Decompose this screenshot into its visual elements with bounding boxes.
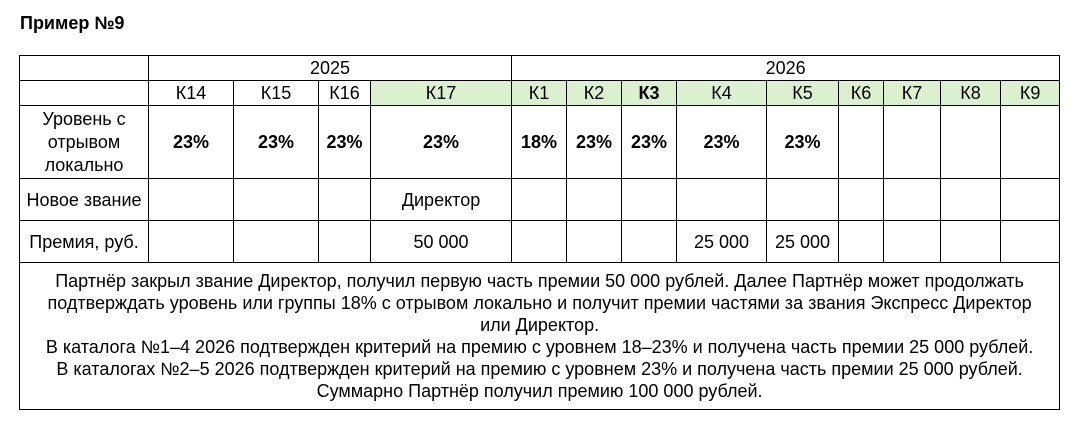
rank-value	[941, 179, 1001, 221]
note-line: Суммарно Партнёр получил премию 100 000 рублей.	[316, 381, 763, 401]
rank-value	[884, 179, 941, 221]
level-value	[1001, 106, 1060, 179]
level-value: 23%	[371, 106, 512, 179]
bonus-value: 25 000	[677, 221, 767, 263]
catalog-header-k8: К8	[941, 81, 1001, 106]
catalog-header-k4: К4	[677, 81, 767, 106]
bonus-value	[622, 221, 677, 263]
bonus-value	[512, 221, 567, 263]
level-value: 23%	[567, 106, 622, 179]
level-value: 23%	[234, 106, 319, 179]
catalog-header-k16: К16	[319, 81, 371, 106]
rank-row	[20, 179, 1060, 221]
level-value: 23%	[622, 106, 677, 179]
year-row	[20, 56, 1060, 81]
note-line: или Директор.	[480, 315, 600, 335]
note-line: В каталога №1–4 2026 подтвержден критерий на премию с уровнем 18–23% и получена часть премии 25 000 рублей.	[45, 337, 1034, 357]
rank-value	[839, 179, 884, 221]
bonus-row-label: Премия, руб.	[20, 221, 149, 263]
level-row	[20, 106, 1060, 179]
catalog-label-cell	[20, 81, 149, 106]
explanation-note	[20, 263, 1060, 410]
corner-cell	[20, 56, 149, 81]
bonus-table	[19, 55, 1060, 410]
level-value: 23%	[767, 106, 839, 179]
catalog-header-k6: К6	[839, 81, 884, 106]
catalog-header-k2: К2	[567, 81, 622, 106]
bonus-value	[234, 221, 319, 263]
rank-value	[567, 179, 622, 221]
catalog-row	[20, 81, 1060, 106]
catalog-header-k7: К7	[884, 81, 941, 106]
bonus-value	[149, 221, 234, 263]
level-value	[941, 106, 1001, 179]
bonus-value	[567, 221, 622, 263]
bonus-value	[1001, 221, 1060, 263]
rank-value	[622, 179, 677, 221]
bonus-row	[20, 221, 1060, 263]
note-line: В каталогах №2–5 2026 подтвержден критерий на премию с уровнем 23% и получена часть премии 25 000 рублей.	[56, 359, 1023, 379]
year-header-2025: 2025	[149, 56, 512, 81]
rank-value	[149, 179, 234, 221]
rank-row-label: Новое звание	[20, 179, 149, 221]
page-title: Пример №9	[20, 13, 125, 33]
rank-value	[319, 179, 371, 221]
note-line: Партнёр закрыл звание Директор, получил первую часть премии 50 000 рублей. Далее Партнёр может продолжать	[55, 271, 1024, 291]
rank-value	[677, 179, 767, 221]
catalog-header-k14: К14	[149, 81, 234, 106]
catalog-header-k15: К15	[234, 81, 319, 106]
catalog-header-k9: К9	[1001, 81, 1060, 106]
rank-value	[234, 179, 319, 221]
note-row	[20, 263, 1060, 410]
catalog-header-k17: К17	[371, 81, 512, 106]
level-value	[839, 106, 884, 179]
bonus-value: 25 000	[767, 221, 839, 263]
rank-value	[767, 179, 839, 221]
rank-value: Директор	[371, 179, 512, 221]
rank-value	[512, 179, 567, 221]
level-value: 23%	[149, 106, 234, 179]
rank-value	[1001, 179, 1060, 221]
level-value	[884, 106, 941, 179]
catalog-header-k3: К3	[622, 81, 677, 106]
year-header-2026: 2026	[512, 56, 1060, 81]
bonus-value	[319, 221, 371, 263]
level-row-label: Уровень с отрывом локально	[20, 106, 149, 179]
bonus-value: 50 000	[371, 221, 512, 263]
catalog-header-k5: К5	[767, 81, 839, 106]
level-value: 23%	[677, 106, 767, 179]
bonus-value	[884, 221, 941, 263]
catalog-header-k1: К1	[512, 81, 567, 106]
bonus-value	[839, 221, 884, 263]
bonus-value	[941, 221, 1001, 263]
level-value: 18%	[512, 106, 567, 179]
note-line: подтверждать уровень или группы 18% с отрывом локально и получит премии частями за звания Экспресс Директор	[47, 293, 1032, 313]
level-value: 23%	[319, 106, 371, 179]
